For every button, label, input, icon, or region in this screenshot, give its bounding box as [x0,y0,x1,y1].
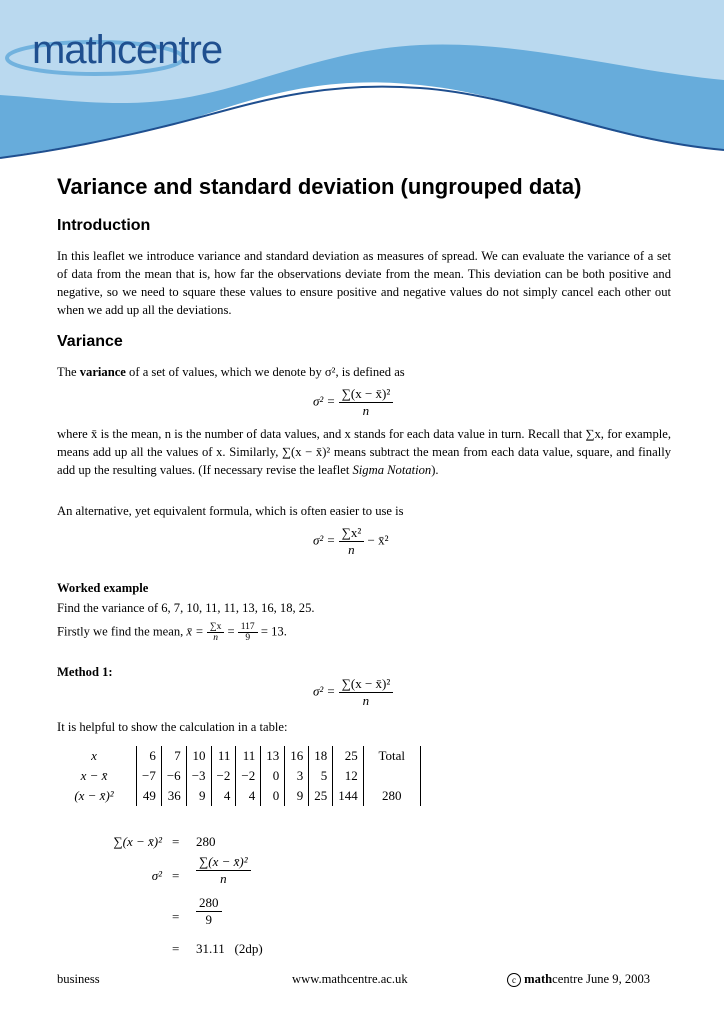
table-intro-text: It is helpful to show the calculation in a table: [57,720,288,734]
step2-lhs: σ² [151,868,162,883]
step1-lhs: ∑(x − x̄)² [113,834,162,849]
worked-example-heading: Worked example [57,581,149,595]
table-cell: 6 [137,746,162,766]
step2-fraction: $\frac{\text{∑(x − x̄)²}}{n}$ [196,854,251,887]
table-cell: 12 [333,766,364,786]
method-1-formula: σ² = $\frac{\text{∑(x − x̄)²}}{n}$ [313,676,393,709]
table-cell: −2 [211,766,236,786]
table-cell: 5 [309,766,333,786]
table-cell: −3 [186,766,211,786]
table-total-cell [363,766,420,786]
mean-calculation: Firstly we find the mean, x̄ = $\frac{\sum x}{n}$ = $\frac{117}{9}$ = 13. [57,622,287,643]
introduction-text: In this leaflet we introduce variance and standard deviation as measures of spread. We can evaluate the variance of a set of data from the mean that is, how far the observations deviate from the mean. This deviation can be both positive and negative, so we need to square these values to ensure positive and negative values do not simply cancel each other out when we add up all the deviations. [57,249,671,317]
table-cell: 9 [285,786,309,806]
mathcentre-logo [32,28,222,73]
method-1-heading: Method 1: [57,665,113,679]
variance-term: variance [79,365,126,379]
page-header [0,0,724,160]
variance-definition: The variance of a set of values, which we denote by σ², is defined as [57,365,405,379]
table-cell: 9 [186,786,211,806]
table-row [57,766,420,786]
table-row-label: (x − x̄)² [74,788,114,803]
table-cell: 25 [333,746,364,766]
step1-rhs: 280 [196,834,216,849]
variance-formula-1: σ² = $\frac{\text{∑(x − x̄)²}}{n}$ [313,386,393,419]
table-cell: 4 [211,786,236,806]
alternative-formula-text: An alternative, yet equivalent formula, which is often easier to use is [57,504,404,518]
footer-subject: business [57,972,100,986]
copyright-icon: c [507,973,521,987]
table-cell: 144 [333,786,364,806]
table-cell: 11 [211,746,236,766]
footer-copyright: c mathcentre June 9, 2003 [507,972,650,987]
variance-calculation-steps [92,834,392,964]
table-cell: 18 [309,746,333,766]
table-cell: −7 [137,766,162,786]
table-total-cell: 280 [363,786,420,806]
sigma-notation-reference: Sigma Notation [352,463,432,477]
table-cell: 49 [137,786,162,806]
header-wave-graphic [0,0,724,160]
table-cell: 13 [261,746,285,766]
table-row-label: x − x̄ [80,768,108,783]
step2-eq: = [172,868,180,883]
table-row-label: x [91,748,97,763]
table-cell: 25 [309,786,333,806]
table-cell: 4 [236,786,261,806]
table-cell: 0 [261,786,285,806]
table-cell: 10 [186,746,211,766]
table-row [57,786,420,806]
table-cell: 36 [161,786,186,806]
table-cell: −6 [161,766,186,786]
variance-formula-2: σ² = $\frac{\text{∑x²}}{n}$ − x̄² [313,525,389,557]
variance-heading: Variance [57,333,123,350]
table-cell: −2 [236,766,261,786]
introduction-heading: Introduction [57,217,151,234]
step4-eq: = [172,941,180,956]
table-cell: 16 [285,746,309,766]
table-cell: 3 [285,766,309,786]
step4-rhs: 31.11 (2dp) [196,941,263,956]
step1-eq: = [172,834,180,849]
table-cell: 11 [236,746,261,766]
variance-explanation: where x̄ is the mean, n is the number of data values, and x stands for each data value in turn. Recall that ∑x, for example, means add up all the values of x. Similarly, ∑(x − x̄)² means subtract the mean from each data value, square, and finally add up the resulting values. (If necessary revise the leaflet Sigma Notation). [57,427,671,477]
calculation-table [57,746,421,806]
logo-centre: centre [116,28,223,72]
table-total-cell: Total [363,746,420,766]
page-title: Variance and standard deviation (ungrouped data) [57,174,582,199]
logo-math: math [32,28,117,72]
step3-fraction: $\frac{280}{9}$ [196,895,222,928]
table-cell: 0 [261,766,285,786]
table-row [57,746,420,766]
table-cell: 7 [161,746,186,766]
worked-example-task: Find the variance of 6, 7, 10, 11, 11, 13, 16, 18, 25. [57,601,315,615]
footer-website[interactable]: www.mathcentre.ac.uk [292,972,408,986]
step3-eq: = [172,909,180,924]
